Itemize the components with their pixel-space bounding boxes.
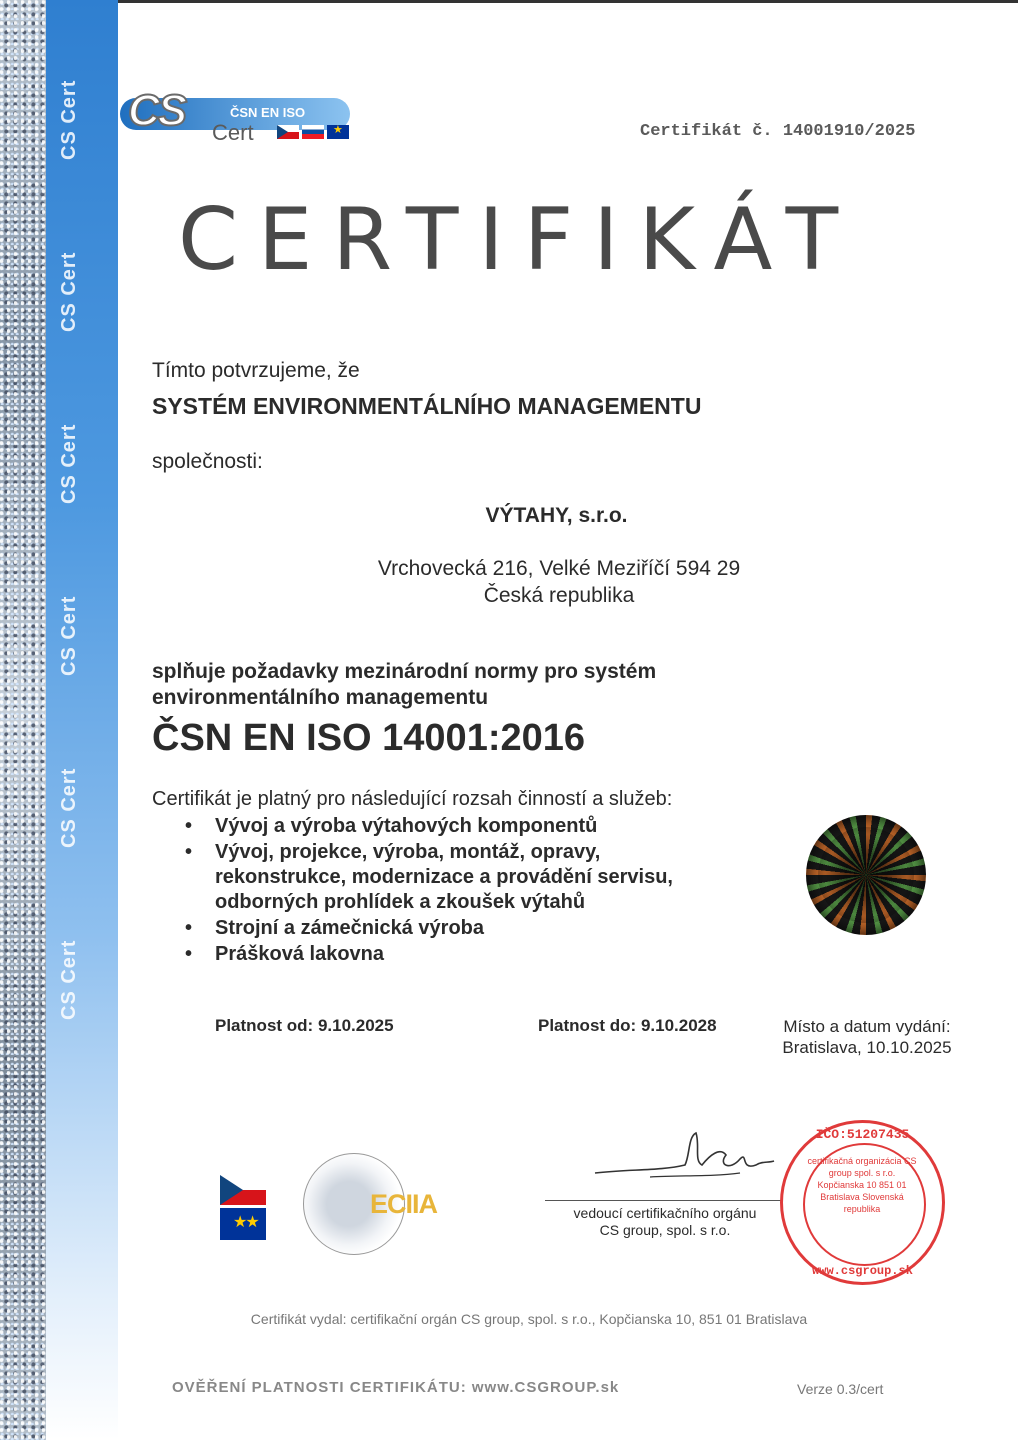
valid-from: Platnost od: 9.10.2025 (215, 1016, 394, 1035)
requirement-line-1: splňuje požadavky mezinárodní normy pro systém (152, 660, 657, 683)
side-band-label: CS Cert (58, 767, 80, 849)
page-title: CERTIFIKÁT (178, 190, 859, 290)
stamp-top-text: IČO:51207435 (815, 1127, 910, 1142)
official-stamp (780, 1120, 945, 1285)
side-band-label: CS Cert (58, 251, 80, 333)
logo-cert-text: Cert (212, 120, 254, 145)
stamp-middle-text: certifikačná organizácia CS group spol. s r.o. Kopčianska 10 851 01 Bratislava Slovenská republika (807, 1156, 917, 1214)
eu-flag-icon (327, 125, 349, 139)
valid-to: Platnost do: 9.10.2028 (538, 1016, 717, 1035)
scope-list (185, 814, 673, 968)
side-band-label: CS Cert (58, 423, 80, 505)
footer-version: Verze 0.3/cert (797, 1381, 884, 1397)
side-band-label: CS Cert (58, 939, 80, 1021)
czech-flag-icon (277, 125, 299, 139)
company-name: VÝTAHY, s.r.o. (485, 504, 628, 527)
signature-caption-line-1: vedoucí certifikačního orgánu (573, 1205, 757, 1221)
cs-cert-logo (120, 78, 360, 148)
footer-issuer: Certifikát vydal: certifikační orgán CS group, spol. s r.o., Kopčianska 10, 851 01 Bratislava (250, 1311, 808, 1327)
signature-caption-line-2: CS group, spol. s r.o. (599, 1222, 731, 1238)
stamp-bottom-text: www.csgroup.sk (812, 1264, 913, 1278)
company-label: společnosti: (152, 450, 263, 473)
footer-verify-link[interactable]: OVĚŘENÍ PLATNOSTI CERTIFIKÁTU: www.CSGROUP.sk (172, 1379, 620, 1396)
hologram-seal (806, 815, 926, 935)
logo-norm-text: ČSN EN ISO (230, 105, 306, 120)
confirm-text: Tímto potvrzujeme, že (152, 359, 360, 382)
address-line-1: Vrchovecká 216, Velké Meziříčí 594 29 (377, 557, 741, 580)
side-blue-band (46, 0, 118, 1440)
scope-intro: Certifikát je platný pro následující rozsah činností a služeb: (152, 788, 673, 810)
czech-flag-icon (220, 1175, 266, 1205)
company-address (0, 555, 1018, 609)
signature (590, 1125, 780, 1195)
requirement-text (152, 659, 656, 711)
side-band-label: CS Cert (58, 79, 80, 161)
top-border-line (118, 0, 1018, 3)
signature-line (545, 1200, 783, 1201)
list-item: • Prášková lakovna (185, 942, 673, 967)
requirement-line-2: environmentálního managementu (152, 686, 489, 709)
side-band-label: CS Cert (58, 595, 80, 677)
norm-title: ČSN EN ISO 14001:2016 (152, 717, 586, 759)
logo-cs-mark: CS (128, 86, 186, 135)
list-item: • Strojní a zámečnická výroba (185, 916, 673, 941)
eu-flag-icon: ★★ (220, 1208, 266, 1240)
list-item: • Vývoj a výroba výtahových komponentů (185, 814, 673, 839)
system-name: SYSTÉM ENVIRONMENTÁLNÍHO MANAGEMENTU (152, 393, 702, 419)
slovak-flag-icon (302, 125, 324, 139)
place-and-date: Místo a datum vydání: Bratislava, 10.10.2025 (782, 1017, 952, 1057)
certificate-number: Certifikát č. 14001910/2025 (640, 122, 916, 141)
eciia-label: ECIIA (370, 1189, 438, 1219)
signature-caption (545, 1205, 785, 1239)
list-item: • Vývoj, projekce, výroba, montáž, opravy, rekonstrukce, modernizace a provádění servisu, odborných prohlídek a zkoušek výtahů (185, 840, 673, 915)
address-line-2: Česká republika (483, 584, 635, 607)
hologram-strip (0, 0, 46, 1440)
